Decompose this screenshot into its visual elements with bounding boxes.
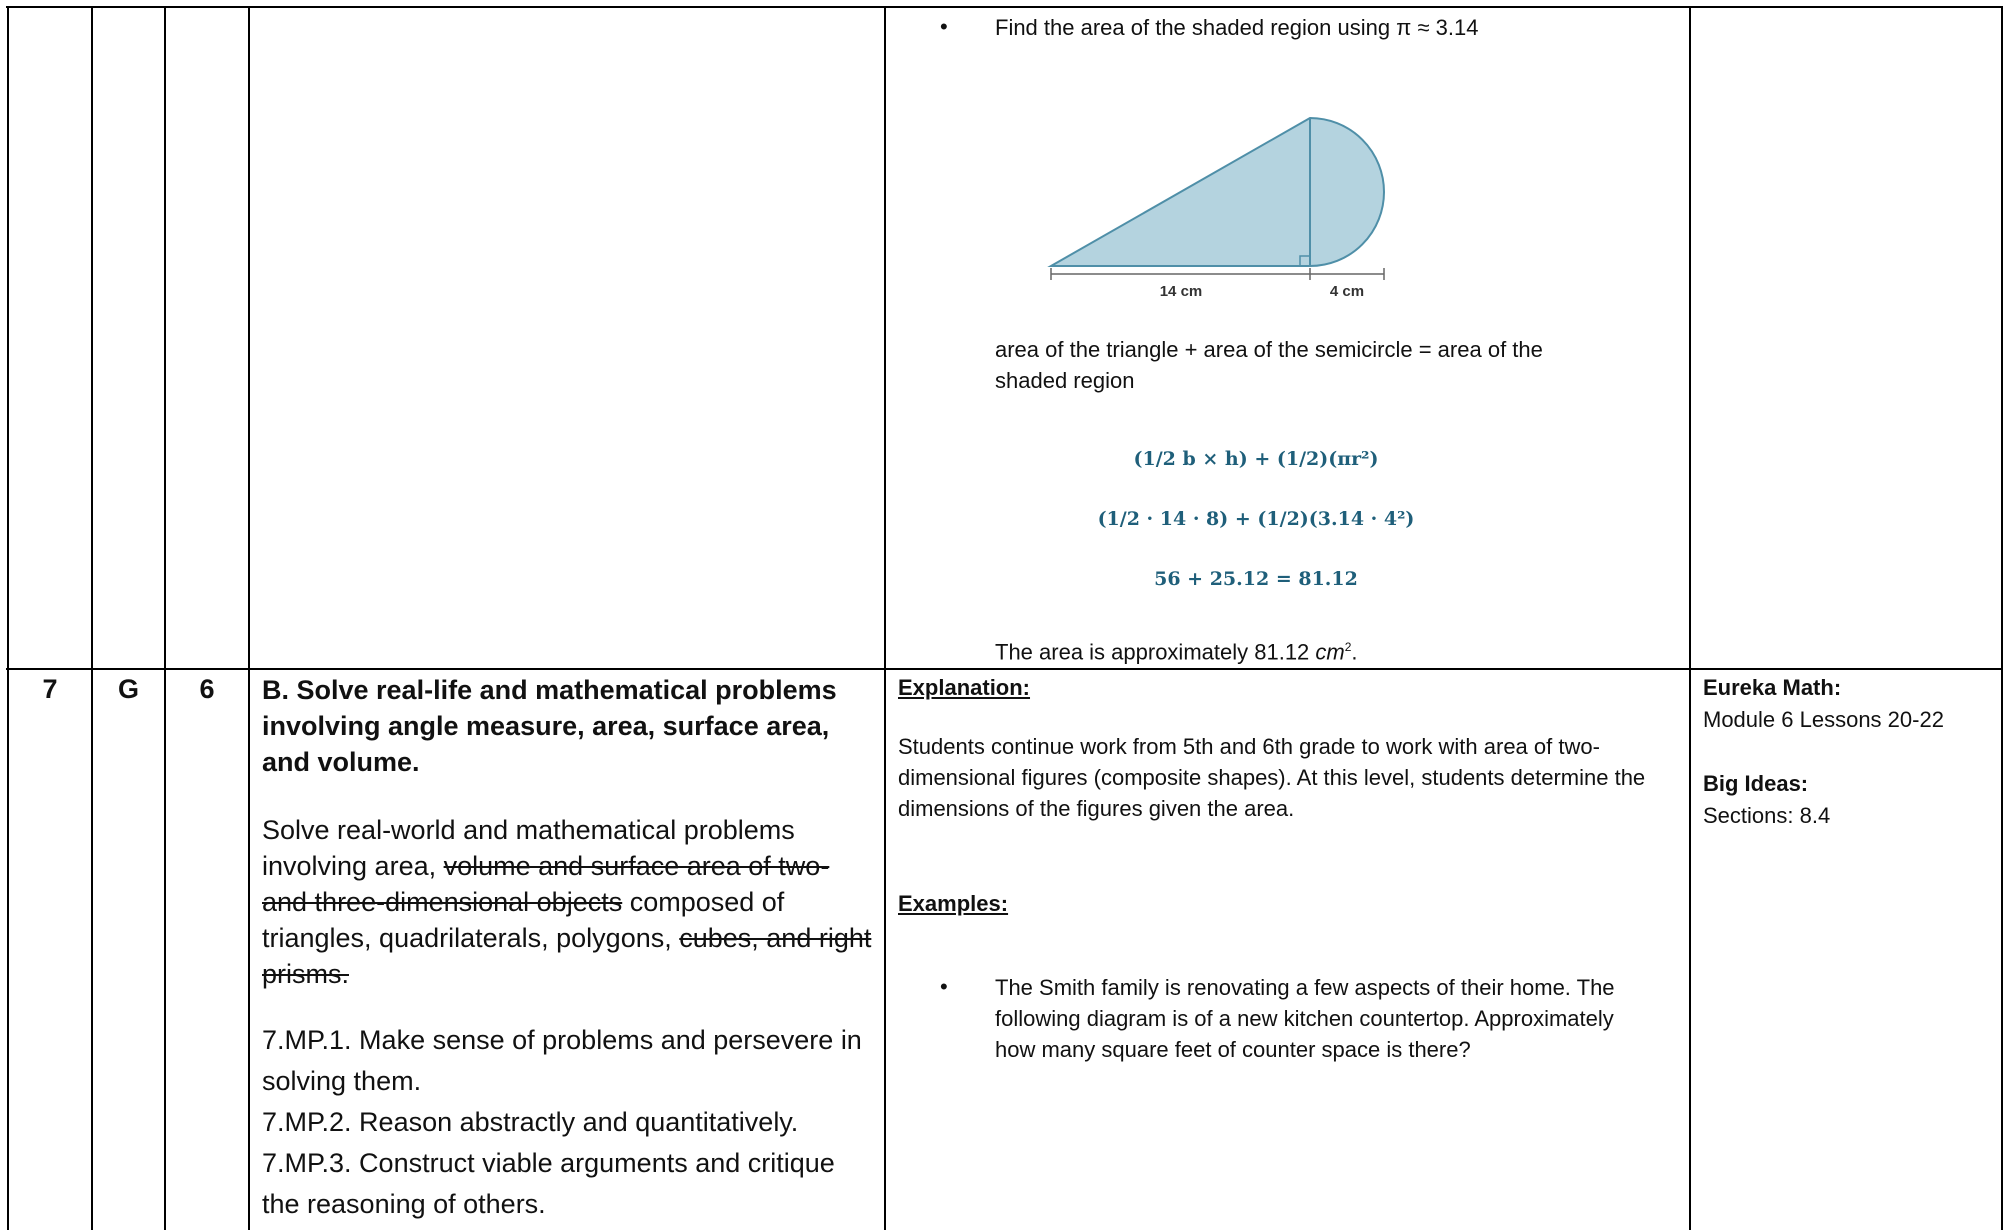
composite-figure bbox=[1046, 98, 1446, 298]
explanation-text: Students continue work from 5th and 6th grade to work with area of two- dimensional figures (composite shapes). At this level, students determine the dimensions of the figures given the area. bbox=[898, 734, 1646, 821]
shaded-region bbox=[1051, 118, 1384, 266]
area-sentence-line2: shaded region bbox=[995, 368, 1135, 393]
col-border bbox=[91, 6, 93, 1230]
formula-line-1: (1/2 b × h) + (1/2)(πr²) bbox=[1133, 448, 1379, 470]
area-sentence bbox=[995, 334, 1655, 396]
eureka-text: Module 6 Lessons 20-22 bbox=[1703, 707, 1944, 732]
formula-line-2: (1/2 · 14 · 8) + (1/2)(3.14 · 4²) bbox=[1097, 508, 1415, 530]
domain-cell: G bbox=[117, 674, 139, 704]
practice-mp3: 7.MP.3. Construct viable arguments and critique the reasoning of others. bbox=[262, 1148, 835, 1219]
shaded-region-instruction: Find the area of the shaded region using π ≈ 3.14 bbox=[995, 15, 1479, 40]
cluster-title: B. Solve real-life and mathematical problems involving angle measure, area, surface area, and volume. bbox=[262, 675, 837, 777]
formula-line-3: 56 + 25.12 = 81.12 bbox=[1154, 568, 1358, 590]
example-bullet-text: The Smith family is renovating a few aspects of their home. The following diagram is of a new kitchen countertop. Approximately how many square feet of counter space is there? bbox=[995, 975, 1615, 1062]
resources-cell bbox=[1703, 672, 1993, 832]
bigideas-heading: Big Ideas: bbox=[1703, 771, 1809, 796]
standard-cell bbox=[262, 672, 872, 1225]
col-border bbox=[7, 6, 9, 1230]
bullet-marker: • bbox=[940, 14, 948, 39]
standard-text: Solve real-world and mathematical problems involving area, volume and surface area of two- and three-dimensional objects composed of triangles, quadrilaterals, polygons, cubes, and right prisms. bbox=[262, 815, 872, 989]
col-border bbox=[164, 6, 166, 1230]
bigideas-text: Sections: 8.4 bbox=[1703, 803, 1831, 828]
row-border bbox=[6, 668, 2003, 670]
bullet-marker: • bbox=[940, 974, 948, 999]
area-sentence-line1: area of the triangle + area of the semicircle = area of the bbox=[995, 337, 1543, 362]
base-label: 14 cm bbox=[1159, 283, 1203, 298]
col-border bbox=[2001, 6, 2003, 1230]
examples-heading: Examples: bbox=[898, 891, 1009, 916]
practice-mp1: 7.MP.1. Make sense of problems and persevere in solving them. bbox=[262, 1025, 862, 1096]
practice-list bbox=[262, 1020, 872, 1225]
eureka-heading: Eureka Math: bbox=[1703, 675, 1842, 700]
answer-sentence: The area is approximately 81.12 $cm^2$. bbox=[995, 639, 1358, 665]
grade-cell: 7 bbox=[42, 674, 58, 704]
radius-label: 4 cm bbox=[1329, 283, 1365, 298]
explanation-heading: Explanation: bbox=[898, 675, 1031, 700]
standard-number-cell: 6 bbox=[199, 674, 215, 704]
explanation-cell bbox=[898, 672, 1668, 1062]
col-border bbox=[248, 6, 250, 1230]
practice-mp2: 7.MP.2. Reason abstractly and quantitatively. bbox=[262, 1107, 799, 1137]
col-border bbox=[1689, 6, 1691, 1230]
top-examples-cell bbox=[886, 8, 1689, 668]
